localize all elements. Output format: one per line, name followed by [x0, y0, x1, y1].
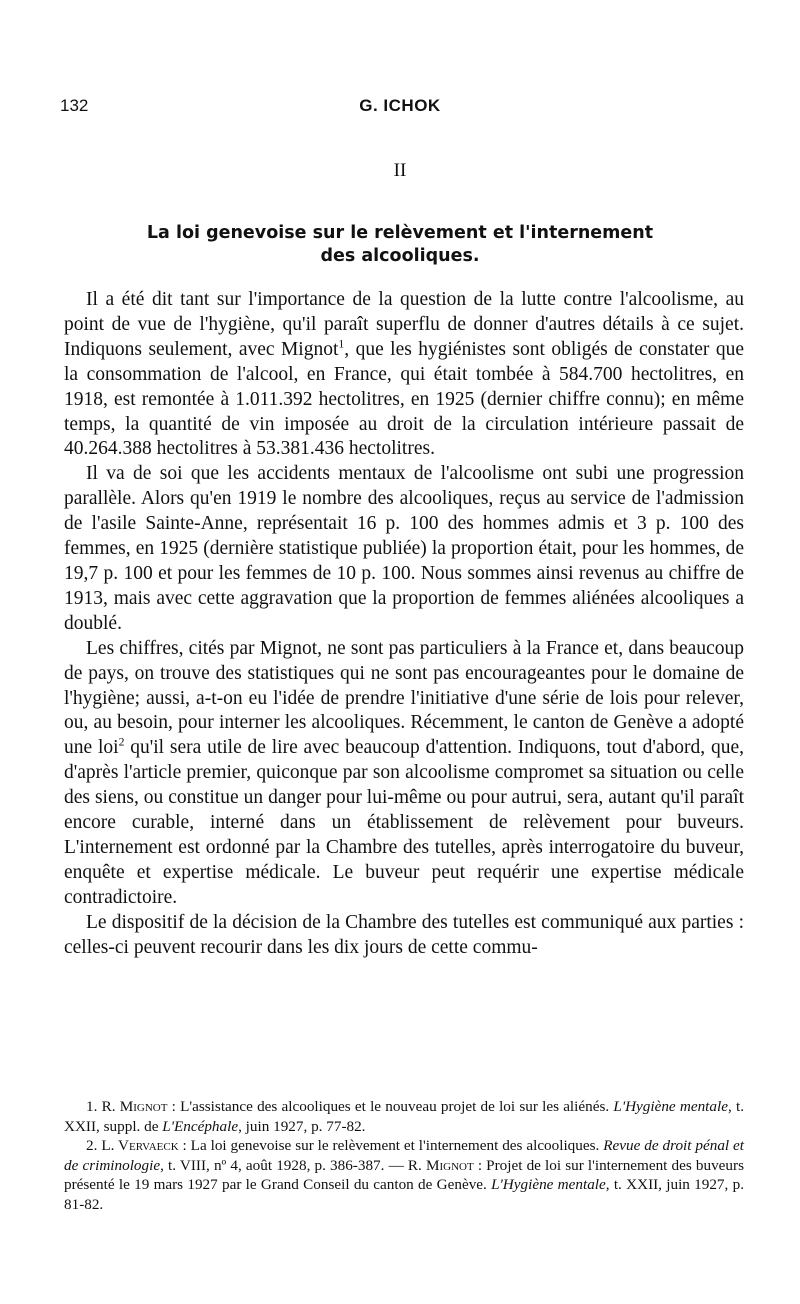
footnote-2-journal: Revue de droit pénal et de criminologie — [64, 1137, 745, 1174]
footnote-1-author: R. Mignot — [101, 1098, 168, 1115]
footnotes — [64, 1097, 744, 1214]
footnote-2-journal-2: L'Hygiène mentale — [491, 1176, 606, 1193]
footnote-2-title-2: : Projet de loi sur l'internement des buveurs présenté le 19 mars 1927 par le Grand Conseil du canton de Genève. — [64, 1156, 744, 1193]
footnote-1-journal: L'Hygiène mentale — [613, 1098, 728, 1115]
footnote-ref-1: 1 — [338, 337, 345, 351]
footnote-1-ref: , t. XXII, suppl. de — [64, 1098, 744, 1135]
footnote-1-journal-2: L'Encéphale — [162, 1117, 239, 1135]
footnote-2-date: , t. XXII, juin 1927, p. 81-82. — [64, 1176, 744, 1213]
paragraph-3-text: Les chiffres, cités par Mignot, ne sont pas particuliers à la France et, dans beaucoup de pays, on trouve des statistiques qui ne sont pas encourageantes pour le domaine de l'hygiène; aussi, a-t-on eu l'idée de prendre l'initiative d'une série de lois pour relever, ou, au besoin, pour interner les alcooliques. Récemment, le canton de Genève a adopté une loi — [64, 637, 744, 759]
section-numeral: II — [393, 160, 407, 181]
footnote-2 — [64, 1136, 744, 1214]
footnote-2-number: 2. — [86, 1137, 98, 1154]
footnote-1-number: 1. — [86, 1098, 98, 1115]
footnote-1-date: , juin 1927, p. 77-82. — [238, 1117, 366, 1135]
paragraph-2: Il va de soi que les accidents mentaux de l'alcoolisme ont subi une progression parallèle. Alors qu'en 1919 le nombre des alcooliques, reçus au service de l'admission de l'asile Sainte-Anne, représentait 16 p. 100 des hommes admis et 3 p. 100 des femmes, en 1925 (dernière statistique publiée) la proportion était, pour les hommes, de 19,7 p. 100 et pour les femmes de 10 p. 100. Nous sommes ainsi revenus au chiffre de 1913, mais avec cette aggravation que la proportion de femmes aliénées alcooliques a doublé. — [64, 463, 744, 634]
footnote-2-author: L. Vervaeck — [101, 1137, 179, 1154]
paragraph-1-text: Il a été dit tant sur l'importance de la question de la lutte contre l'alcoolisme, au point de vue de l'hygiène, qu'il paraît superflu de donner d'autres détails à ce sujet. Indiquons seulement, avec Mignot — [64, 289, 744, 360]
paragraph-1 — [64, 288, 744, 462]
footnote-2-ref: , t. VIII, nº 4, août 1928, p. 386-387. — — [160, 1156, 408, 1174]
running-head: G. ICHOK — [359, 96, 441, 115]
paragraph-3 — [64, 637, 744, 911]
section-title-line-2: des alcooliques. — [320, 246, 480, 266]
footnote-2-author-2: R. Mignot — [407, 1156, 474, 1174]
footnote-ref-2: 2 — [118, 735, 125, 749]
paragraph-1-rest: , que les hygiénistes sont obligés de constater que la consommation de l'alcool, en France, qui était tombée à 584.700 hectolitres, en 1918, est remontée à 1.011.392 hectolitres, en 1925 (dernier chiffre connu); en même temps, la quantité de vin imposée au droit de la circulation intérieure passait de 40.264.388 hectolitres à 53.381.436 hectolitres. — [64, 338, 744, 460]
section-title-line-1: La loi genevoise sur le relèvement et l'internement — [146, 223, 654, 243]
footnote-1 — [64, 1097, 744, 1136]
paragraph-4: Le dispositif de la décision de la Chambre des tutelles est communiqué aux parties : celles-ci peuvent recourir dans les dix jours de cette commu- — [64, 911, 744, 958]
footnote-1-title: : L'assistance des alcooliques et le nouveau projet de loi sur les aliénés. — [167, 1098, 610, 1115]
body-text — [64, 288, 744, 960]
footnote-2-title: : La loi genevoise sur le relèvement et l'internement des alcooliques. — [178, 1137, 600, 1154]
paragraph-3-rest: qu'il sera utile de lire avec beaucoup d'attention. Indiquons, tout d'abord, que, d'après l'article premier, quiconque par son alcoolisme compromet sa situation ou celle des siens, ou constitue un danger pour lui-même ou pour autrui, sera, autant qu'il paraît encore curable, interné dans un établissement de relèvement pour buveurs. L'internement est ordonné par la Chambre des tutelles, après interrogatoire du buveur, enquête et expertise médicale. Le buveur peut requérir une expertise médicale contradictoire. — [64, 737, 744, 908]
section-title — [80, 222, 720, 268]
page-header — [60, 96, 740, 120]
page-number: 132 — [60, 96, 89, 115]
